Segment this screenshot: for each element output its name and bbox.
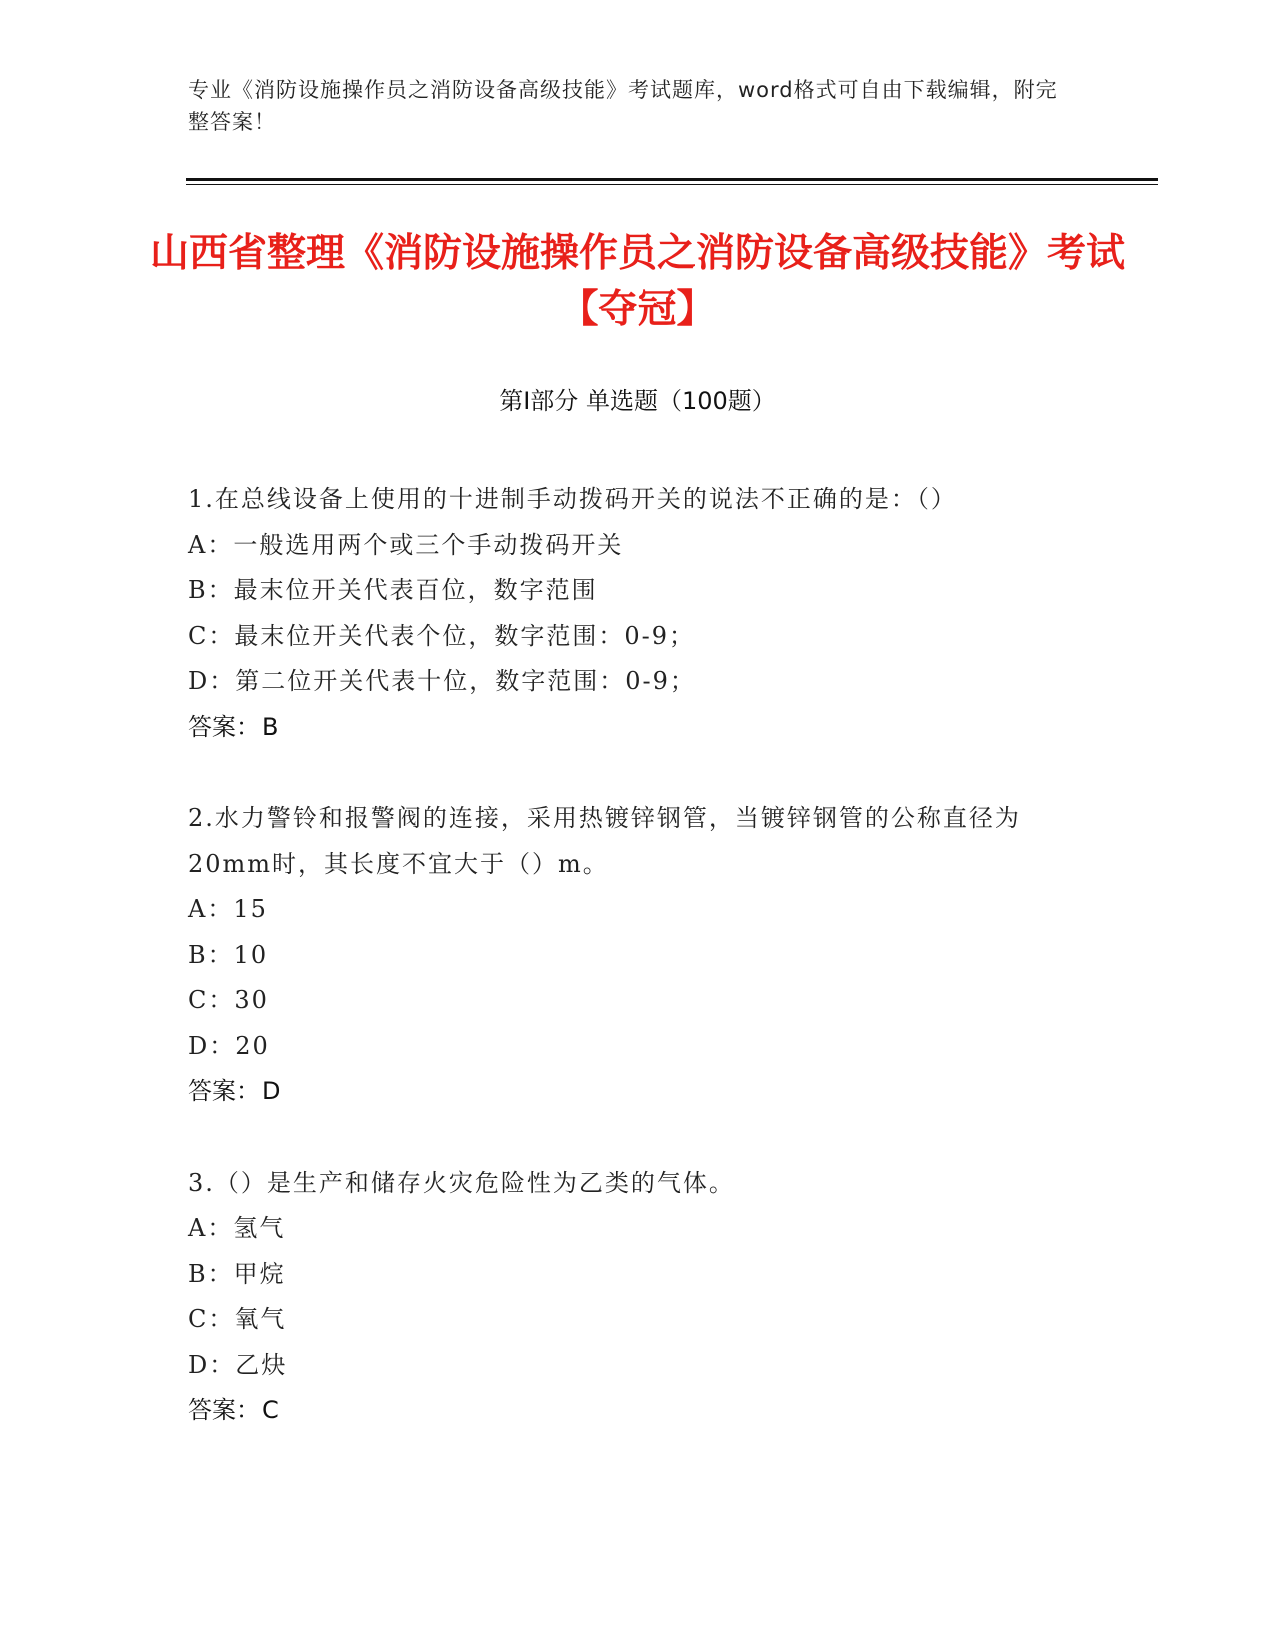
document-title: 山西省整理《消防设施操作员之消防设备高级技能》考试【夺冠】 (150, 231, 1126, 332)
option-a: A：15 (188, 895, 268, 923)
answer-value: C (262, 1396, 279, 1424)
answer-label: 答案： (188, 1077, 260, 1105)
option-c: C：氧气 (188, 1305, 287, 1333)
option-a: A：氢气 (188, 1214, 286, 1242)
header-note: 专业《消防设施操作员之消防设备高级技能》考试题库，word格式可自由下载编辑，附完整答案！ (188, 78, 1058, 134)
answer-line (188, 705, 1068, 751)
question-stem: 2.水力警铃和报警阀的连接，采用热镀锌钢管，当镀锌钢管的公称直径为20mm时，其长度不宜大于（）m。 (188, 804, 1021, 878)
option-c: C：30 (188, 986, 269, 1014)
answer-value: B (262, 712, 279, 741)
question-3 (188, 1161, 1068, 1434)
question-list (188, 477, 1068, 1480)
answer-label: 答案： (188, 712, 260, 741)
answer-line (188, 1069, 1068, 1115)
option-a: A：一般选用两个或三个手动拨码开关 (188, 530, 624, 559)
question-2 (188, 796, 1068, 1115)
question-1 (188, 477, 1068, 750)
question-stem: 1.在总线设备上使用的十进制手动拨码开关的说法不正确的是：（） (188, 485, 957, 513)
option-b: B：最末位开关代表百位，数字范围 (188, 576, 598, 604)
option-d: D：乙炔 (188, 1350, 288, 1379)
option-b: B：甲烷 (188, 1259, 286, 1288)
answer-value: D (262, 1077, 281, 1105)
question-stem: 3.（）是生产和储存火灾危险性为乙类的气体。 (188, 1168, 735, 1197)
option-d: D：20 (188, 1031, 270, 1060)
option-c: C：最末位开关代表个位，数字范围：0-9； (188, 621, 696, 650)
header-divider-thin (186, 184, 1158, 185)
header-divider-thick (186, 178, 1158, 181)
section-title: 第Ⅰ部分 单选题（100题） (499, 387, 776, 415)
answer-label: 答案： (188, 1396, 260, 1424)
option-b: B：10 (188, 940, 269, 969)
option-d: D：第二位开关代表十位，数字范围：0-9； (188, 667, 696, 695)
answer-line (188, 1388, 1068, 1434)
